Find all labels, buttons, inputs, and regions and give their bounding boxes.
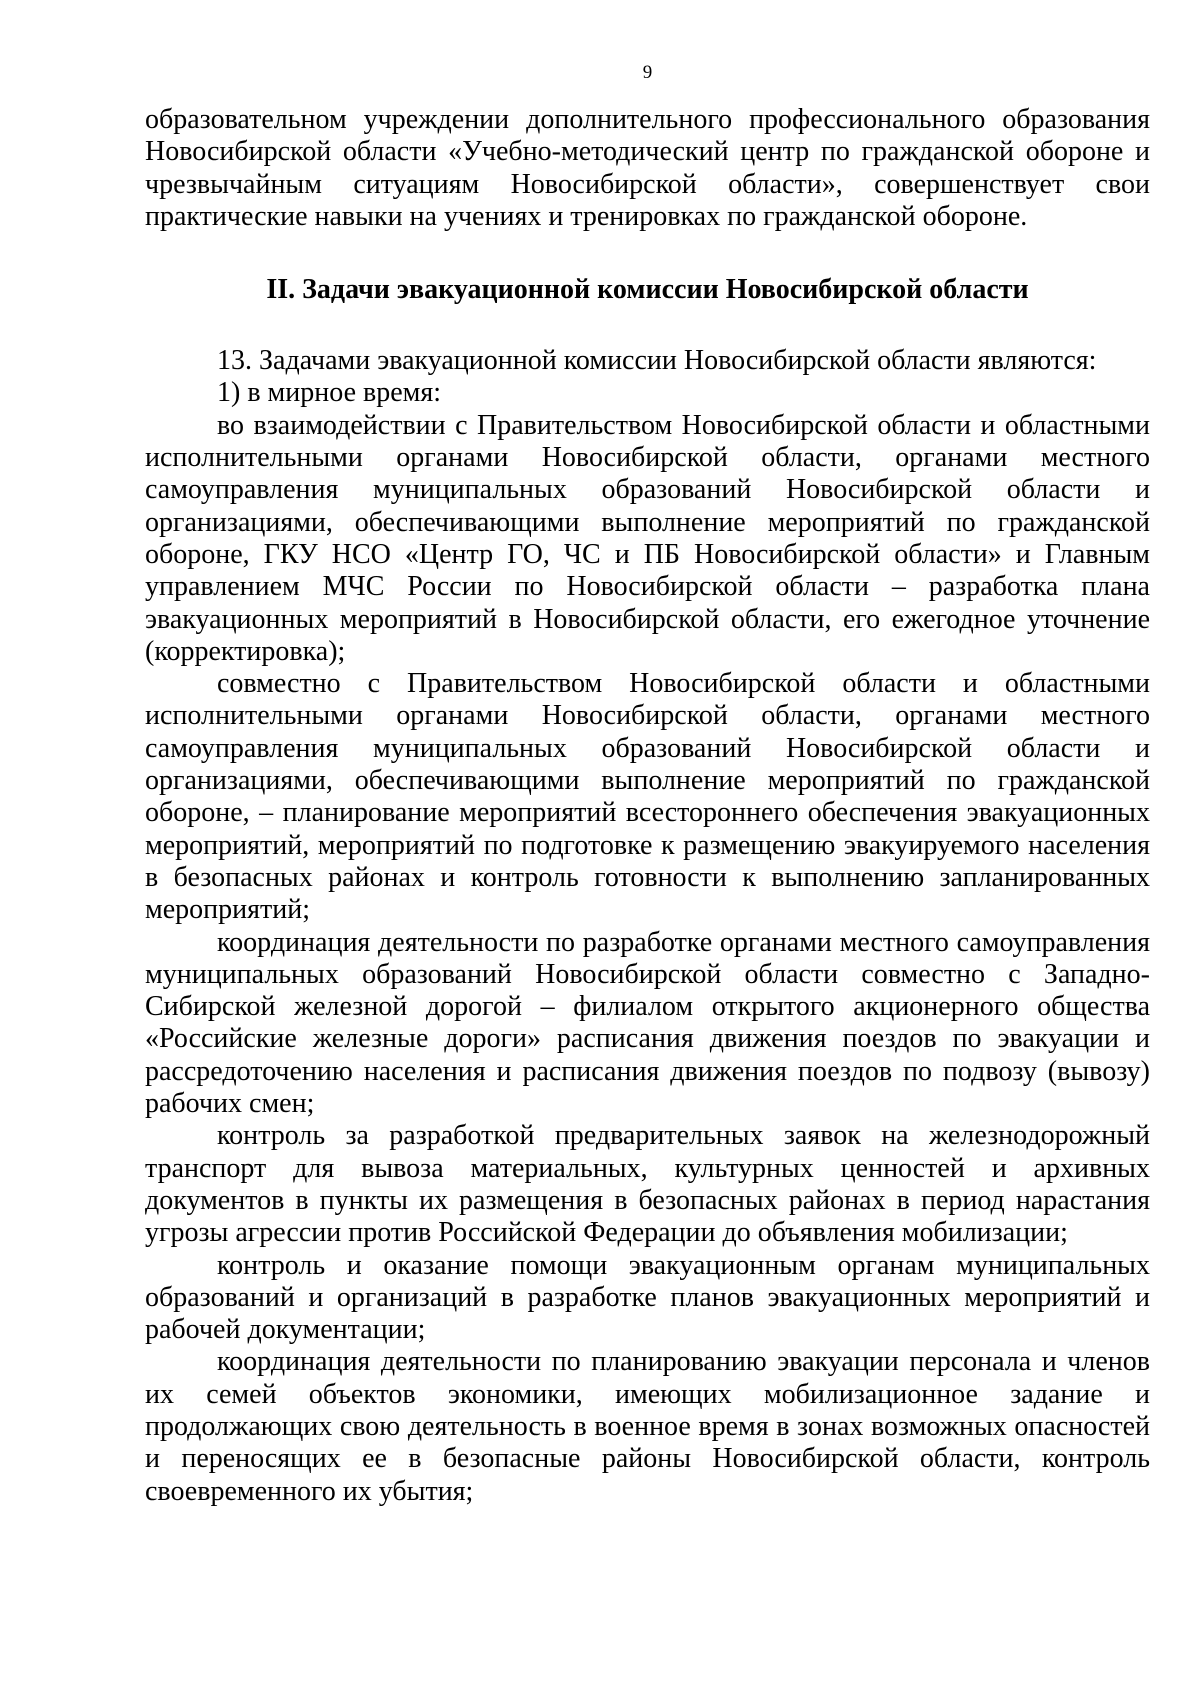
paragraph-train-schedules: координация деятельности по разработке органами местного самоуправления муниципальных образований Новосибирской области совместно с Западно-Сибирской железной дорогой – филиалом открытого акционерного общества «Российские железные дороги» расписания движения поездов по эвакуации и рассредоточению населения и расписания движения поездов по подвозу (вывозу) рабочих смен; <box>145 926 1150 1120</box>
paragraph-tasks-intro: 13. Задачами эвакуационной комиссии Новосибирской области являются: <box>217 345 1097 377</box>
paragraph-support-planning: совместно с Правительством Новосибирской области и областными исполнительными органами Новосибирской области, органами местного самоуправления муниципальных образований Новосибирской области и организациями, обеспечивающими выполнение мероприятий по гражданской обороне, – планирование мероприятий всестороннего обеспечения эвакуационных мероприятий, мероприятий по подготовке к размещению эвакуируемого населения в безопасных районах и контроль готовности к выполнению запланированных мероприятий; <box>145 668 1150 926</box>
paragraph-peacetime: 1) в мирное время: <box>217 377 442 409</box>
document-page <box>145 60 1150 1508</box>
paragraph-evacuation-plan: во взаимодействии с Правительством Новосибирской области и областными исполнительными органами Новосибирской области, органами местного самоуправления муниципальных образований Новосибирской области и организациями, обеспечивающими выполнение мероприятий по гражданской обороне, ГКУ НСО «Центр ГО, ЧС и ПБ Новосибирской области» и Главным управлением МЧС России по Новосибирской области – разработка плана эвакуационных мероприятий в Новосибирской области, его ежегодное уточнение (корректировка); <box>145 409 1150 667</box>
paragraph-personnel-evacuation: координация деятельности по планированию эвакуации персонала и членов их семей объектов экономики, имеющих мобилизационное задание и продолжающих свою деятельность в военное время в зонах возможных опасностей и переносящих ее в безопасные районы Новосибирской области, контроль своевременного их убытия; <box>145 1346 1150 1507</box>
paragraph-assistance: контроль и оказание помощи эвакуационным органам муниципальных образований и организаций в разработке планов эвакуационных мероприятий и рабочей документации; <box>145 1249 1150 1346</box>
intro-paragraph: образовательном учреждении дополнительного профессионального образования Новосибирской области «Учебно-методический центр по гражданской обороне и чрезвычайным ситуациям Новосибирской области», совершенствует свои практические навыки на учениях и тренировках по гражданской обороне. <box>145 104 1150 232</box>
paragraph-rail-requests: контроль за разработкой предварительных заявок на железнодорожный транспорт для вывоза материальных, культурных ценностей и архивных документов в пункты их размещения в безопасных районах в период нарастания угрозы агрессии против Российской Федерации до объявления мобилизации; <box>145 1120 1150 1249</box>
page-number: 9 <box>642 62 653 83</box>
section-heading: II. Задачи эвакуационной комиссии Новосибирской области <box>266 274 1029 306</box>
